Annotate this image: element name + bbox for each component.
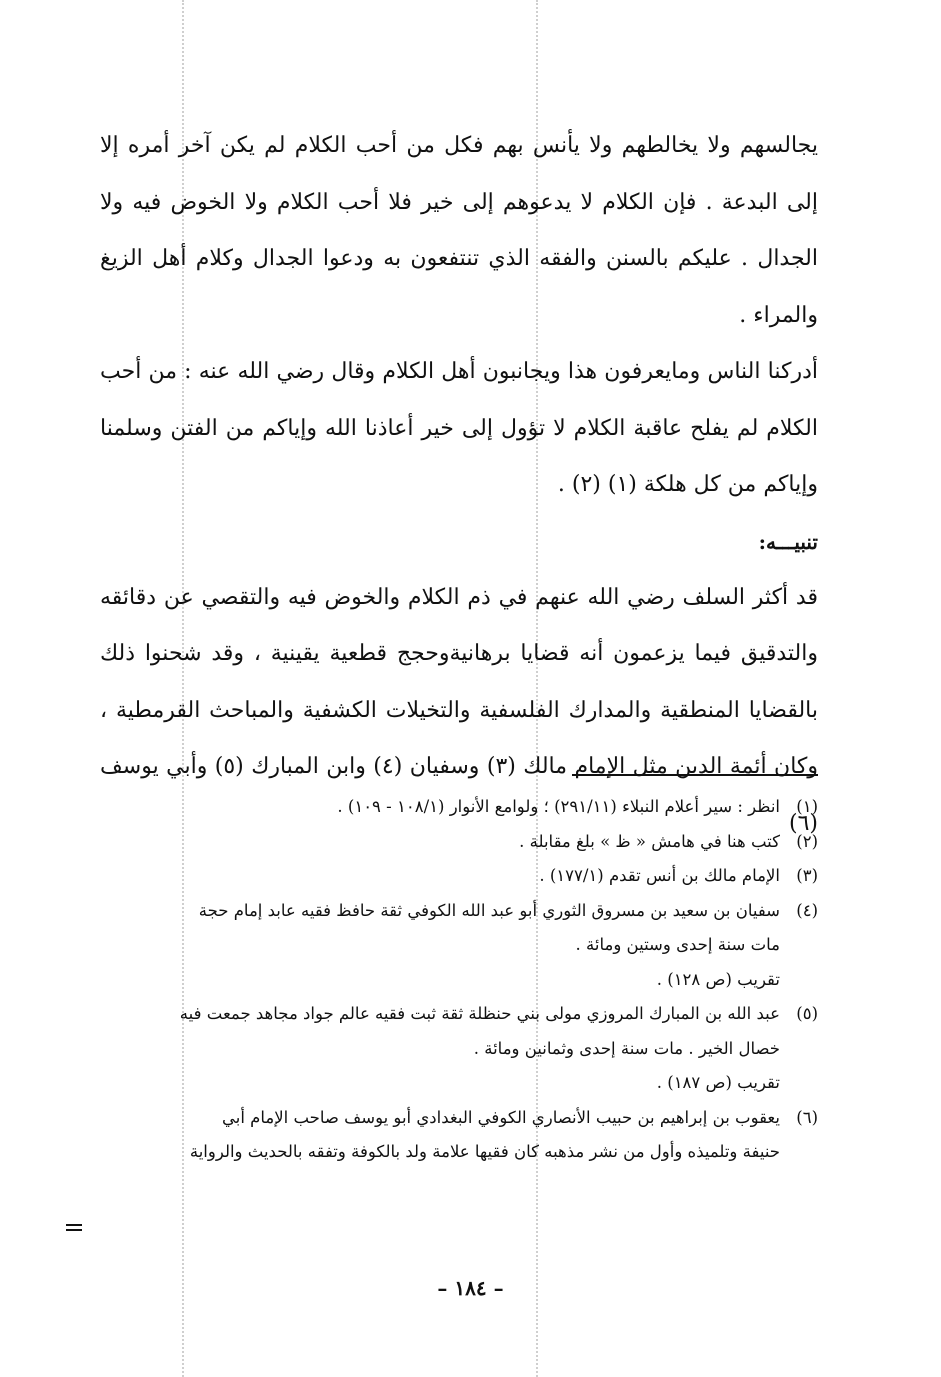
footnote-number: (٤) [796,900,818,920]
footnote-line: كتب هنا في هامش « ظ » بلغ مقابلة . [519,831,780,851]
footnote-text [100,790,780,825]
footnote-text [100,997,780,1101]
footnote-line: انظر : سير أعلام النبلاء (٢٩١/١١) ؛ ولوامع الأنوار (١٠٨/١ - ١٠٩) . [337,797,780,816]
footnote-line: مات سنة إحدى وستين ومائة . [575,935,780,954]
footnote-number: (٦) [796,1107,818,1127]
footnote-number: (٥) [796,1004,818,1023]
footnote-line: يعقوب بن إبراهيم بن حبيب الأنصاري الكوفي البغدادي أبو يوسف صاحب الإمام أبي [221,1107,780,1127]
footnote-text [100,859,780,894]
footnote-number: (٢) [796,831,818,851]
footnote [100,1101,818,1170]
page-number: – ١٨٤ – [437,1276,504,1300]
section-heading: تنبيـــه: [758,529,818,554]
footnote [100,790,818,825]
footnote-line: تقريب (ص ١٨٧) . [656,1073,780,1092]
footnote-line: سفيان بن سعيد بن مسروق الثوري أبو عبد الله الكوفي ثقة حافظ فقيه عابد إمام حجة [198,900,780,920]
footnote [100,825,818,860]
footnote-number: (١) [796,797,818,816]
paragraph: أدركنا الناس ومايعرفون هذا ويجانبون أهل الكلام وقال رضي الله عنه : من أحب الكلام لم يفلح عاقبة الكلام لا تؤول إلى خير أعاذنا الله وإياكم من الفتن وسلمنا وإياكم من كل هلكة (١) (٢) . [100,359,818,497]
footnote-line: الإمام مالك بن أنس تقدم (١٧٧/١) . [539,866,780,885]
footnote-text [100,1101,780,1170]
footnote-line: حنيفة وتلميذه وأول من نشر مذهبه كان فقيها علامة ولد بالكوفة وتفقه بالحديث والرواية [189,1142,780,1161]
footnote-text [100,894,780,998]
margin-mark [66,1224,82,1234]
paragraph: قد أكثر السلف رضي الله عنهم في ذم الكلام والخوض فيه والتقصي عن دقائقه والتدقيق فيما يزعمون أنه قضايا برهانيةوحجج قطعية يقينية ، وقد شحنوا ذلك بالقضايا المنطقية والمدارك الفلسفية والتخيلات الكشفية والمباحث القرمطية ، وكان أئمة الدين مثل الإمام مالك (٣) وسفيان (٤) وابن المبارك (٥) وأبي يوسف (٦) [100,584,818,836]
footnote [100,894,818,998]
footnote-line: خصال الخير . مات سنة إحدى وثمانين ومائة . [473,1038,780,1058]
footnote-separator [572,774,818,776]
footnote-number: (٣) [796,866,818,885]
footnote-line: تقريب (ص ١٢٨) . [656,969,780,989]
footnotes [100,790,818,1170]
footnote [100,859,818,894]
paragraph: يجالسهم ولا يخالطهم ولا يأنس بهم فكل من أحب الكلام لم يكن آخر أمره إلا إلى البدعة . فإن الكلام لا يدعوهم إلى خير فلا أحب الكلام ولا الخوض فيه ولا الجدال . عليكم بالسنن والفقه الذي تنتفعون به ودعوا الجدال وكلام أهل الزيغ والمراء . [100,133,818,328]
footnote [100,997,818,1101]
footnote-text [100,825,780,860]
footnote-line: عبد الله بن المبارك المروزي مولى بني حنظلة ثقة ثبت فقيه عالم جواد مجاهد جمعت فيه [179,1004,780,1023]
main-text [100,118,818,852]
